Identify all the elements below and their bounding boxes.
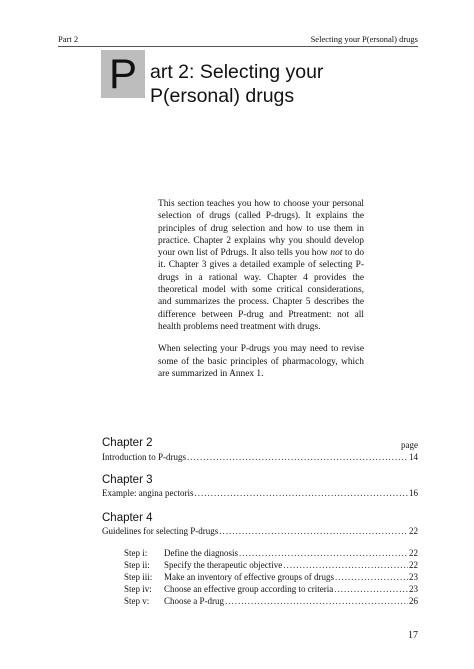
toc-chapter-3-entry[interactable] bbox=[102, 487, 418, 499]
toc-leader-dots bbox=[334, 583, 408, 595]
header-divider bbox=[58, 46, 418, 47]
intro-paragraph-2: When selecting your P-drugs you may need to revise some of the basic principles of pharmacology, which are summarized in Annex 1. bbox=[158, 344, 364, 379]
toc-chapter-3-heading: Chapter 3 bbox=[102, 474, 153, 486]
toc-step-iv[interactable] bbox=[124, 583, 418, 595]
header-section-title: Selecting your P(ersonal) drugs bbox=[310, 34, 418, 44]
toc-leader-dots bbox=[283, 559, 408, 571]
toc-step-page: 22 bbox=[409, 560, 418, 570]
toc-leader-dots bbox=[194, 487, 408, 499]
running-header bbox=[58, 34, 418, 44]
toc-step-page: 26 bbox=[409, 596, 418, 606]
intro-p1-emphasis: not bbox=[330, 248, 343, 259]
toc-entry-title: Guidelines for selecting P-drugs bbox=[102, 526, 219, 536]
header-part-label: Part 2 bbox=[58, 34, 79, 44]
intro-text bbox=[158, 198, 364, 390]
toc-step-text: Define the diagnosis bbox=[164, 548, 238, 558]
toc-page-column-label: page bbox=[401, 440, 418, 450]
toc-step-label: Step i: bbox=[124, 548, 148, 558]
toc-step-ii[interactable] bbox=[124, 559, 418, 571]
toc-entry-title: Introduction to P-drugs bbox=[102, 452, 186, 462]
toc-leader-dots bbox=[239, 547, 408, 559]
toc-step-text: Choose an effective group according to criteria bbox=[164, 584, 334, 594]
toc-chapter-4-entry[interactable] bbox=[102, 525, 418, 537]
toc-leader-dots bbox=[335, 571, 408, 583]
toc-chapter-2-entry[interactable] bbox=[102, 451, 418, 463]
toc-step-iii[interactable] bbox=[124, 571, 418, 583]
toc-step-i[interactable] bbox=[124, 547, 418, 559]
page-title-line-2: P(ersonal) drugs bbox=[150, 85, 295, 107]
toc-step-text: Specify the therapeutic objective bbox=[164, 560, 283, 570]
toc-entry-page: 14 bbox=[409, 452, 418, 462]
toc-step-label: Step ii: bbox=[124, 560, 150, 570]
toc-step-text: Make an inventory of effective groups of drugs bbox=[164, 572, 335, 582]
title-drop-cap: P bbox=[101, 50, 145, 98]
page-title-line-1: art 2: Selecting your bbox=[150, 61, 324, 83]
intro-paragraph-1 bbox=[158, 198, 364, 333]
toc-step-label: Step iv: bbox=[124, 584, 152, 594]
toc-leader-dots bbox=[219, 525, 408, 537]
toc-step-label: Step v: bbox=[124, 596, 150, 606]
toc-step-v[interactable] bbox=[124, 595, 418, 607]
toc-entry-page: 22 bbox=[409, 526, 418, 536]
toc-step-text: Choose a P-drug bbox=[164, 596, 224, 606]
intro-p1-part-b: to do it. Chapter 3 gives a detailed example of selecting P-drugs in a rational way. Chapter 4 provides the theoretical model with some critical considerations, and summarizes the process. Chapter 5 describes the difference between P-drug and Ptreatment: not all health problems need treatment with drugs. bbox=[158, 248, 365, 332]
toc-step-label: Step iii: bbox=[124, 572, 153, 582]
toc-step-page: 23 bbox=[409, 572, 418, 582]
page-number: 17 bbox=[408, 630, 418, 641]
toc-entry-page: 16 bbox=[409, 488, 418, 498]
toc-chapter-4-heading: Chapter 4 bbox=[102, 512, 153, 524]
toc-entry-title: Example: angina pectoris bbox=[102, 488, 194, 498]
intro-p1-part-a: This section teaches you how to choose your personal selection of drugs (called P-drugs). It explains the principles of drug selection and how to use them in practice. Chapter 2 explains why you should develop your own list of Pdrugs. It also tells you how bbox=[158, 199, 364, 259]
toc-step-page: 22 bbox=[409, 548, 418, 558]
toc-chapter-2-heading: Chapter 2 bbox=[102, 437, 153, 449]
toc-leader-dots bbox=[225, 595, 408, 607]
toc-step-page: 23 bbox=[409, 584, 418, 594]
toc-leader-dots bbox=[187, 451, 408, 463]
